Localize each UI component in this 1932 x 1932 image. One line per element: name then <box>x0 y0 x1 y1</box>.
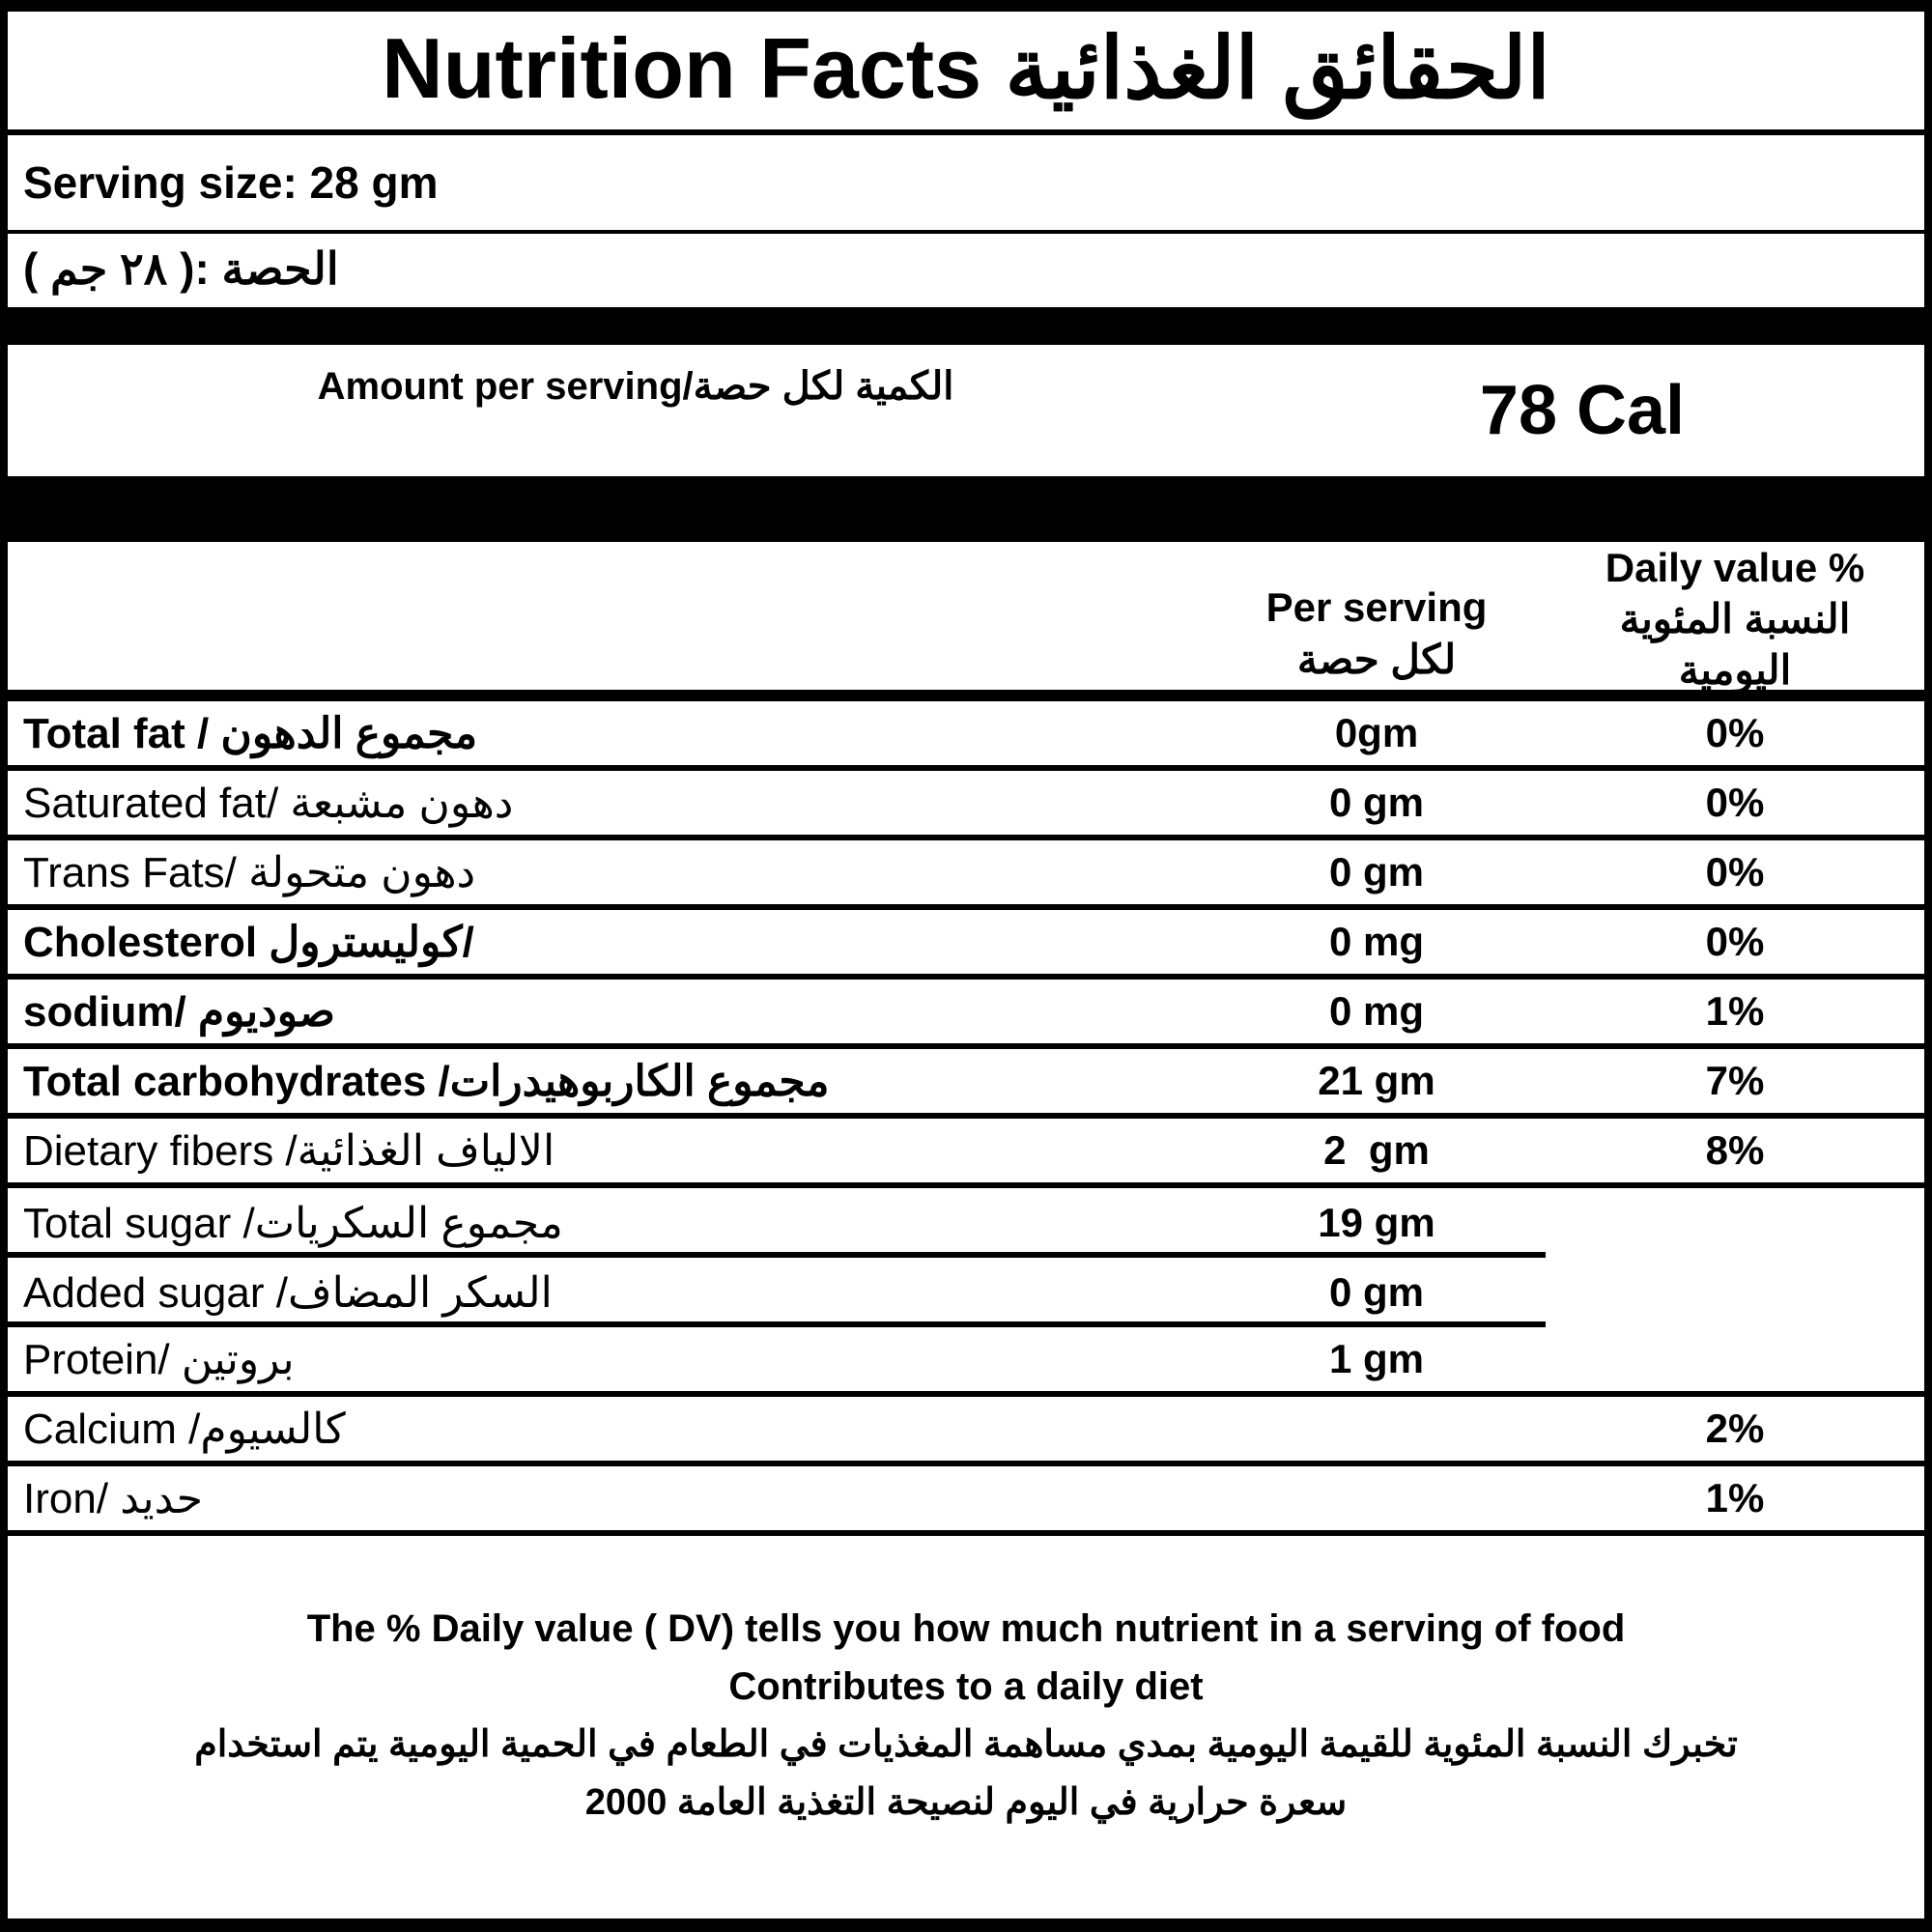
divider-bar <box>0 307 1932 345</box>
page-title: Nutrition Facts الحقائق الغذائية <box>0 0 1932 135</box>
daily-value: 2% <box>1705 1406 1765 1451</box>
table-row-total-carbohydrates <box>8 1049 1924 1119</box>
per-serving-value: 21 gm <box>1318 1058 1435 1103</box>
daily-value: 0% <box>1705 919 1765 964</box>
daily-value: 0% <box>1705 849 1765 895</box>
per-serving-ar: لكل حصة <box>1296 637 1457 682</box>
footnote-arabic-line1: تخبرك النسبة المئوية للقيمة اليومية بمدي مساهمة المغذيات في الطعام في الحمية اليومية يتم استخدام <box>194 1724 1738 1765</box>
per-serving-value: 0 gm <box>1328 849 1425 895</box>
nutrient-label: Iron/ حديد <box>23 1474 203 1522</box>
serving-size-arabic-text: الحصة :( ٢٨ جم ) <box>23 243 339 294</box>
nutrient-label: sodium/ صوديوم <box>23 987 335 1036</box>
table-row-total-fat <box>8 701 1924 771</box>
table-row-iron <box>8 1466 1924 1536</box>
table-row-protein <box>8 1327 1924 1397</box>
table-row-saturated-fat <box>8 771 1924 840</box>
header-spacer <box>8 542 1208 690</box>
serving-section <box>0 135 1932 307</box>
daily-value-en: Daily value % <box>1605 545 1865 590</box>
column-header-daily-value <box>1546 542 1924 693</box>
table-row-added-sugar <box>8 1258 1924 1327</box>
nutrient-label: Total carbohydrates /مجموع الكاربوهيدرات <box>23 1057 830 1105</box>
daily-value: 1% <box>1705 1475 1765 1520</box>
per-serving-value: 0 mg <box>1328 919 1425 964</box>
footnote-english-line1: The % Daily value ( DV) tells you how much nutrient in a serving of food <box>306 1607 1626 1650</box>
nutrient-label: Added sugar /السكر المضاف <box>23 1268 553 1317</box>
nutrients-table <box>0 538 1932 1932</box>
calories-line: Calories / سعرات حرارية <box>451 477 884 520</box>
nutrient-label: Dietary fibers /الالياف الغذائية <box>23 1126 555 1175</box>
per-serving-value: 0gm <box>1334 710 1419 755</box>
daily-value: 0% <box>1705 710 1765 755</box>
daily-value: 1% <box>1705 988 1765 1034</box>
calories-section <box>0 345 1932 520</box>
per-serving-value: 0 gm <box>1328 1269 1425 1315</box>
serving-size-arabic <box>8 234 1924 303</box>
nutrient-label: Saturated fat/ دهون مشبعة <box>23 779 514 827</box>
per-serving-value: 19 gm <box>1318 1200 1435 1245</box>
per-serving-value: 0 gm <box>1328 780 1425 825</box>
daily-value: 0% <box>1705 780 1765 825</box>
table-row-calcium <box>8 1397 1924 1466</box>
nutrient-label: Cholesterol كوليسترول/ <box>23 918 474 966</box>
daily-value: 7% <box>1705 1058 1765 1103</box>
nutrient-label: Calcium /كالسيوم <box>23 1405 346 1453</box>
column-header-per-serving <box>1208 542 1546 690</box>
footnote-arabic-line2: سعرة حرارية في اليوم لنصيحة التغذية العامة 2000 <box>584 1782 1348 1823</box>
table-row-sodium <box>8 980 1924 1049</box>
daily-value: 8% <box>1705 1127 1765 1173</box>
per-serving-value: 0 mg <box>1328 988 1425 1034</box>
nutrient-label: Protein/ بروتين <box>23 1335 295 1383</box>
calories-value: 78 Cal <box>1479 372 1686 449</box>
table-row-trans-fats <box>8 840 1924 910</box>
per-serving-value: 1 gm <box>1328 1336 1425 1381</box>
daily-value-ar2: اليومية <box>1678 647 1792 693</box>
table-row-total-sugar <box>8 1188 1924 1258</box>
amount-per-serving-line: Amount per serving/الكمية لكل حصة <box>317 365 954 408</box>
nutrient-label: Total sugar /مجموع السكريات <box>23 1199 563 1247</box>
footnote <box>8 1536 1924 1907</box>
table-row-dietary-fibers <box>8 1119 1924 1188</box>
per-serving-value: 2 gm <box>1323 1127 1430 1173</box>
per-serving-en: Per serving <box>1265 584 1488 630</box>
nutrient-label: Trans Fats/ دهون متحولة <box>23 848 476 896</box>
footnote-english-line2: Contributes to a daily diet <box>728 1665 1204 1708</box>
nutrient-label: Total fat / مجموع الدهون <box>23 709 478 757</box>
daily-value-ar1: النسبة المئوية <box>1619 596 1851 641</box>
table-header <box>8 542 1924 701</box>
serving-size-english: Serving size: 28 gm <box>8 135 1924 234</box>
calories-heading <box>8 358 1264 526</box>
table-row-cholesterol <box>8 910 1924 980</box>
